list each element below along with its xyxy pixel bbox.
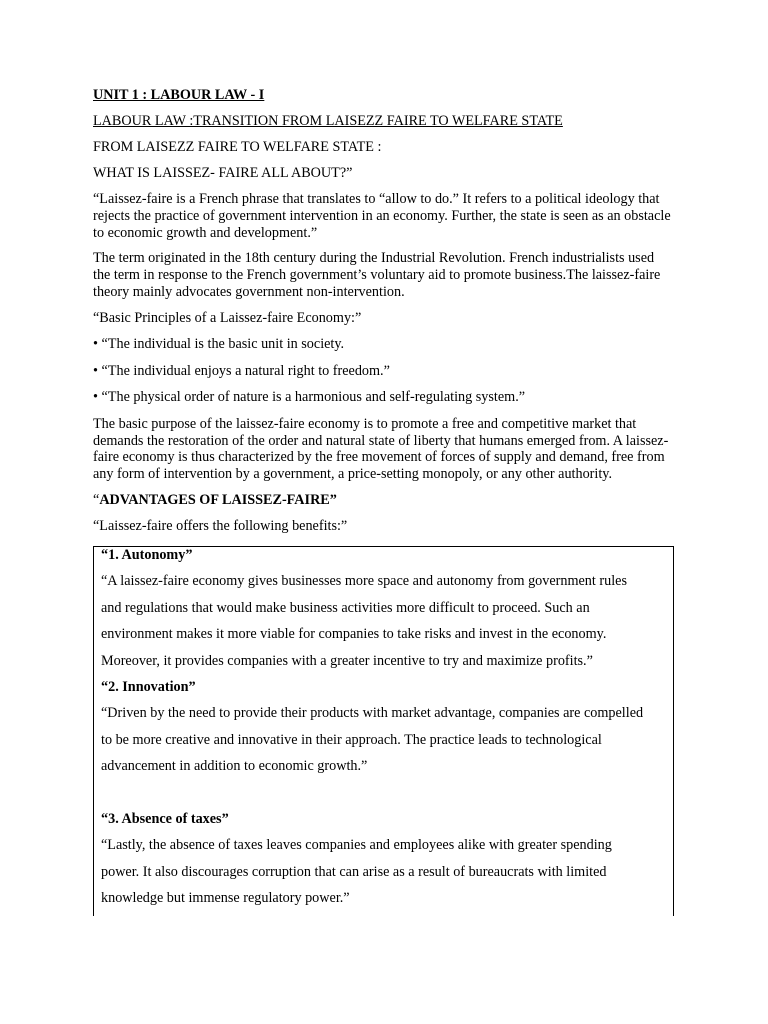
document-body xyxy=(93,87,675,544)
taxes-heading: “3. Absence of taxes” xyxy=(101,810,229,827)
bullet-item: • “The physical order of nature is a harmonious and self-regulating system.” xyxy=(93,389,526,406)
paragraph-line: the term in response to the French government’s voluntary aid to promote business.The laissez-faire xyxy=(93,267,661,284)
paragraph-line: The basic purpose of the laissez-faire economy is to promote a free and competitive market that xyxy=(93,415,637,432)
paragraph-purpose xyxy=(93,416,675,483)
box-line: and regulations that would make business activities more difficult to proceed. Such an xyxy=(101,599,590,616)
advantages-heading-text: ADVANTAGES OF LAISSEZ-FAIRE” xyxy=(99,491,337,508)
unit-title: UNIT 1 : LABOUR LAW - I xyxy=(93,87,265,103)
paragraph-line: faire economy is thus characterized by the free movement of forces of supply and demand, free from xyxy=(93,449,665,466)
paragraph-line: “Laissez-faire is a French phrase that translates to “allow to do.” It refers to a political ideology that xyxy=(93,191,660,207)
open-quote: “ xyxy=(93,491,100,508)
bullet-item: • “The individual enjoys a natural right to freedom.” xyxy=(93,362,390,379)
paragraph-origin xyxy=(93,250,675,300)
paragraph-line: demands the restoration of the order and natural state of liberty that humans emerged from. A laissez- xyxy=(93,432,669,449)
box-line: “Driven by the need to provide their products with market advantage, companies are compelled xyxy=(101,705,644,722)
box-line: Moreover, it provides companies with a greater incentive to try and maximize profits.” xyxy=(101,652,593,669)
paragraph-line: rejects the practice of government intervention in an economy. Further, the state is seen as an obstacle xyxy=(93,207,671,224)
benefits-box-content xyxy=(101,547,661,916)
box-line: environment makes it more viable for companies to take risks and invest in the economy. xyxy=(101,626,607,643)
box-line: to be more creative and innovative in their approach. The practice leads to technological xyxy=(101,731,602,748)
blank-line xyxy=(101,785,661,811)
box-line: “Lastly, the absence of taxes leaves companies and employees alike with greater spending xyxy=(101,837,612,854)
paragraph-definition xyxy=(93,191,675,241)
benefits-intro: “Laissez-faire offers the following benefits:” xyxy=(93,517,348,534)
paragraph-line: any form of intervention by a government, a price-setting monopoly, or any other authority. xyxy=(93,466,613,483)
document-subtitle: LABOUR LAW :TRANSITION FROM LAISEZZ FAIRE TO WELFARE STATE xyxy=(93,113,563,129)
benefits-box xyxy=(93,546,674,916)
paragraph-line: theory mainly advocates government non-intervention. xyxy=(93,283,405,300)
innovation-heading: “2. Innovation” xyxy=(101,678,196,695)
question-heading: WHAT IS LAISSEZ- FAIRE ALL ABOUT?” xyxy=(93,165,353,181)
section-heading: FROM LAISEZZ FAIRE TO WELFARE STATE : xyxy=(93,139,382,155)
advantages-heading xyxy=(93,492,675,509)
paragraph-line: to economic growth and development.” xyxy=(93,224,318,241)
autonomy-heading: “1. Autonomy” xyxy=(101,547,193,563)
box-line: advancement in addition to economic growth.” xyxy=(101,758,368,775)
paragraph-line: The term originated in the 18th century during the Industrial Revolution. French industrialists used xyxy=(93,250,655,267)
principles-heading: “Basic Principles of a Laissez-faire Economy:” xyxy=(93,309,362,326)
bullet-item: • “The individual is the basic unit in society. xyxy=(93,336,345,353)
box-line: “A laissez-faire economy gives businesses more space and autonomy from government rules xyxy=(101,573,627,590)
box-line: power. It also discourages corruption that can arise as a result of bureaucrats with limited xyxy=(101,863,607,880)
box-line: knowledge but immense regulatory power.” xyxy=(101,890,350,907)
